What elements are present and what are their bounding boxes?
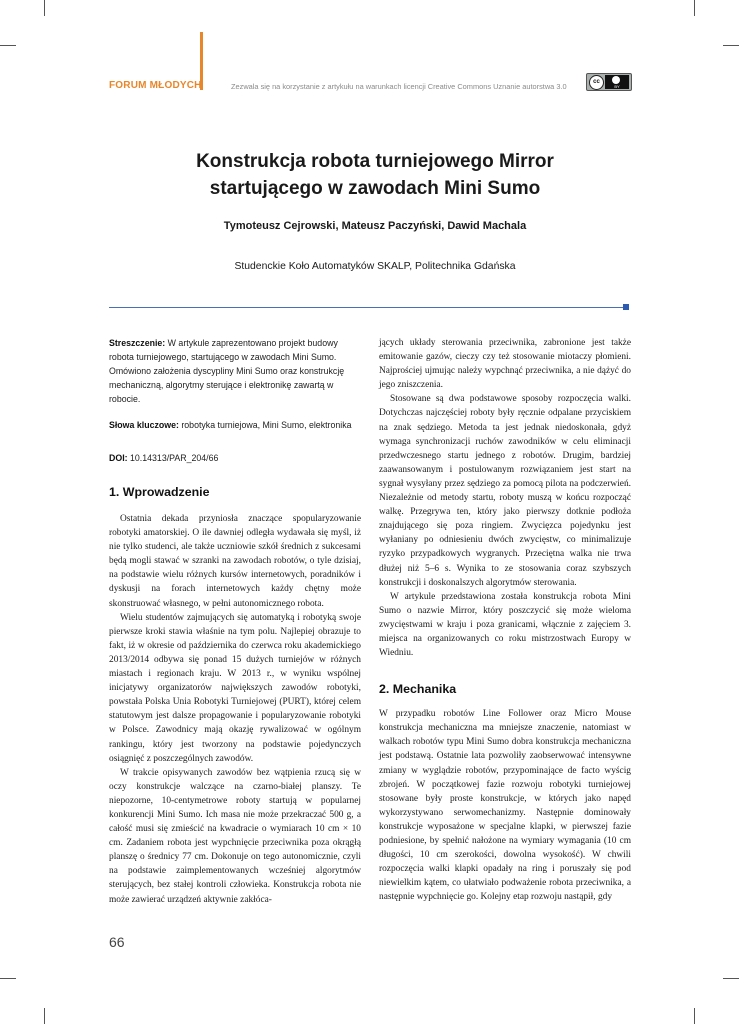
license-note: Zezwala się na korzystanie z artykułu na warunkach licencji Creative Commons Uznanie autorstwa 3.0: [231, 82, 567, 91]
section-heading: 1. Wprowadzenie: [109, 485, 210, 499]
title-line: startującego w zawodach Mini Sumo: [209, 178, 541, 199]
crop-mark: [44, 0, 45, 16]
section-label: FORUM MŁODYCH: [109, 80, 202, 91]
left-column: [109, 336, 361, 907]
title-line: Konstrukcja robota turniejowego Mirror: [196, 151, 554, 172]
page-number: 66: [109, 934, 125, 950]
paragraph: Wielu studentów zajmujących się automatyką i robotyką swoje pierwsze kroki stawia właśnie na tym polu. Najlepiej obrazuje to fakt, iż w okresie od października do czerwca roku akademickiego 2013/2014 odbywa się ponad 15 dużych turniejów w różnych miastach i regionach kraju. W 2013 r., w wyniku wspólnej inicjatywy organizatorów największych zawodów robotyki, powstała Polska Unia Robotyki Turniejowej (PURT), której celem statutowym jest dalsze propagowanie i popularyzowanie robotyki w Polsce. Zawodnicy mają okazję rywalizować w ogólnym rankingu, który jest tworzony na podstawie pojedynczych osiągnięć z poszczególnych zawodów.: [109, 612, 361, 764]
crop-mark: [44, 1008, 45, 1024]
paragraph: W trakcie opisywanych zawodów bez wątpienia rzucą się w oczy konstrukcje walczące na czarno-białej planszy. Te niepozorne, 10-centymetrowe roboty startują w popularnej konkurencji Mini Sumo. Ich masa nie może przekraczać 500 g, a całość musi się zmieścić na kwadracie o wymiarach 10 cm × 10 cm. Zadaniem robota jest wypchnięcie przeciwnika poza okrągłą planszę o średnicy 77 cm. Dokonuje on tego autonomicznie, czyli na podstawie zaimplementowanych wcześniej algorytmów sterujących, bez stałej kontroli człowieka. Konstrukcja robota nie może zawierać urządzeń aktywnie zakłóca-: [109, 767, 361, 905]
doi-label: DOI:: [109, 453, 128, 463]
abstract-label: Streszczenie:: [109, 338, 166, 348]
by-attribution-icon: [605, 75, 629, 89]
crop-mark: [694, 0, 695, 16]
rule-end-square: [623, 304, 629, 310]
cc-icon: cc: [589, 75, 604, 90]
crop-mark: [723, 978, 739, 979]
right-column: [379, 336, 631, 904]
crop-mark: [723, 45, 739, 46]
keywords-label: Słowa kluczowe:: [109, 420, 179, 430]
paragraph: Stosowane są dwa podstawowe sposoby rozpoczęcia walki. Dotychczas najczęściej roboty były ręcznie odpalane przyciskiem na znak sędziego. Metoda ta jest jednak niedoskonała, gdyż wymaga synchronizacji ruchów zawodników w celu eliminacji przedwczesnego startu jednego z robotów. Drugim, bardziej zaawansowanym i postulowanym rozwiązaniem jest start na sygnał wysyłany przez sędziego za pomocą pilota na podczerwień. Niezależnie od metody startu, roboty muszą w końcu rozpocząć walkę. Przegrywa ten, który jako pierwszy dotknie podłoża znajdującego się poza ringiem. Zwycięzca pojedynku jest wyłaniany po odniesieniu dwóch zwycięstw, co minimalizuje ryzyko przypadkowych wygranych. Przeciętna walka nie trwa dłużej niż 5–6 s. Wynika to ze stosowania coraz szybszych konstrukcji i doskonalszych algorytmów sterowania.: [379, 394, 631, 588]
paragraph: W artykule przedstawiona została konstrukcja robota Mini Sumo o nazwie Mirror, który poszczycić się może wieloma zwycięstwami w kraju i poza granicami, włącznie z zajęciem 3. miejsca na organizowanych co roku mistrzostwach Europy w Wiedniu.: [379, 591, 631, 659]
doi: [109, 451, 361, 465]
creative-commons-badge: [586, 73, 632, 91]
crop-mark: [0, 45, 16, 46]
paragraph: Ostatnia dekada przyniosła znaczące spopularyzowanie robotyki amatorskiej. O ile dawniej odległa wydawała się myśl, iż nie tylko studenci, ale także uczniowie szkół średnich z sukcesami będą mogli stawać w szranki na zawodach robotów, o tyle dzisiaj, na podstawie wielu różnych kursów internetowych, poradników i dyskusji na forach internetowych każdy chętny może skonstruować własnego, w pełni autonomicznego robota.: [109, 514, 361, 609]
abstract-text: W artykule zaprezentowano projekt budowy robota turniejowego, startującego w zawodach Mini Sumo. Omówiono założenia dyscypliny Mini Sumo oraz konstrukcję mechaniczną, algorytmy sterujące i elektronikę zawartą w robocie.: [109, 338, 345, 404]
keywords-text: robotyka turniejowa, Mini Sumo, elektronika: [178, 420, 352, 430]
section-heading: 2. Mechanika: [379, 682, 457, 697]
crop-mark: [0, 978, 16, 979]
paragraph: W przypadku robotów Line Follower oraz Micro Mouse konstrukcja mechaniczna ma mniejsze znaczenie, natomiast w walkach robotów typu Mini Sumo dobra konstrukcja mechaniczna jest podstawą. Ostatnie lata pozwoliły zaobserwować intensywne zmiany w wyglądzie robotów, przypominające de facto wyścig zbrojeń. W początkowej fazie rozwoju robotyki turniejowej stosowane były proste konstrukcje, w których jako napęd wykorzystywano serwomechanizmy. Następnie dominowały konstrukcje wyposażone w specjalne klapki, w pierwszej fazie podniesione, by spełnić nałożone na wymiary wymagania (10 cm długości, 10 cm szerokości, dowolna wysokość). W chwili rozpoczęcia walki klapki opadały na ring i poruszały się pod niewielkim kątem, co ułatwiało podważenie robota przeciwnika, a następnie wypchnięcie go. Kolejny etap rozwoju nastąpił, gdy: [379, 709, 631, 903]
doi-value: 10.14313/PAR_204/66: [127, 453, 219, 463]
paragraph: jących układy sterowania przeciwnika, zabronione jest także emitowanie gazów, cieczy czy też stosowanie miotaczy płomieni. Najprościej ujmując należy wypchnąć przeciwnika, a nie dążyć do jego zniszczenia.: [379, 338, 631, 391]
article-title: [109, 148, 641, 202]
authors: Tymoteusz Cejrowski, Mateusz Paczyński, Dawid Machala: [223, 220, 527, 232]
by-label: BY: [614, 84, 620, 89]
keywords: [109, 418, 361, 432]
header-rule: [109, 307, 623, 308]
crop-mark: [694, 1008, 695, 1024]
abstract: [109, 336, 361, 406]
affiliation: Studenckie Koło Automatyków SKALP, Politechnika Gdańska: [234, 261, 516, 272]
person-icon: [612, 76, 620, 84]
